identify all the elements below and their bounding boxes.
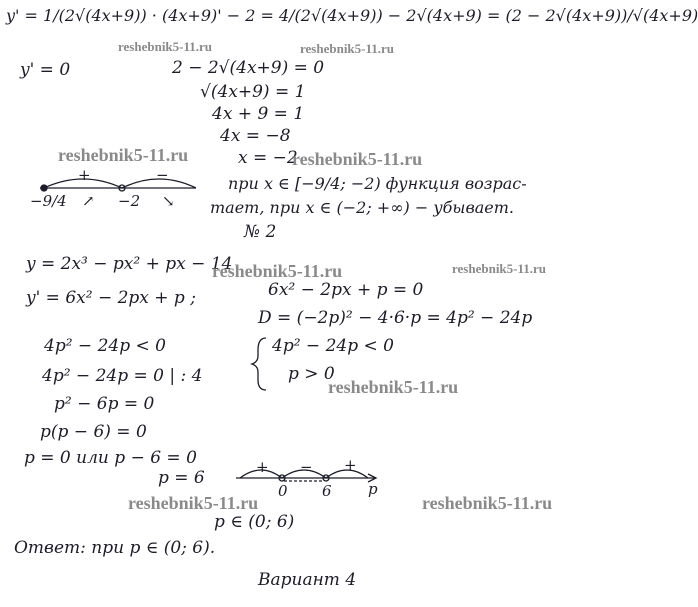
label-minus-nine-fourths: −9/4: [30, 192, 67, 210]
watermark: reshebnik5-11.ru: [452, 261, 547, 276]
label-six: 6: [322, 482, 332, 500]
equation-step-3: 4x + 9 = 1: [212, 104, 305, 124]
sign-minus-1: −: [156, 166, 169, 184]
arrow-increasing-icon: ↗: [82, 192, 95, 210]
sign-plus-right: +: [344, 456, 357, 474]
sign-plus-1: +: [78, 166, 91, 184]
quadratic-equation: 6x² − 2px + p = 0: [268, 280, 424, 300]
roots-line: p = 0 или p − 6 = 0: [24, 448, 197, 468]
equation-step-2: √(4x+9) = 1: [200, 82, 306, 102]
y-prime-zero: y' = 0: [20, 60, 71, 80]
equation-root: x = −2: [238, 148, 298, 168]
watermark: reshebnik5-11.ru: [422, 493, 553, 513]
arrow-decreasing-icon: ↘: [162, 192, 175, 210]
watermark: reshebnik5-11.ru: [328, 377, 459, 397]
watermark: reshebnik5-11.ru: [118, 39, 213, 54]
label-minus-two: −2: [118, 192, 141, 210]
sign-plus-left: +: [256, 458, 269, 476]
watermark: reshebnik5-11.ru: [300, 41, 395, 56]
watermark: reshebnik5-11.ru: [58, 145, 189, 165]
discriminant: D = (−2p)² − 4·6·p = 4p² − 24p: [258, 308, 533, 328]
conclusion-line-2: тает, при x ∈ (−2; +∞) − убывает.: [210, 198, 515, 217]
conclusion-line-1: при x ∈ [−9/4; −2) функция возрас-: [228, 174, 527, 193]
task-number: № 2: [244, 222, 277, 242]
variant-heading: Вариант 4: [258, 570, 357, 590]
equation-factored: p(p − 6) = 0: [40, 422, 147, 442]
label-p: p: [368, 480, 378, 498]
equation-divided: 4p² − 24p = 0 | : 4: [42, 366, 203, 386]
system-condition: p > 0: [288, 364, 335, 384]
system-inequality: 4p² − 24p < 0: [272, 336, 394, 356]
interval-answer: p ∈ (0; 6): [214, 512, 295, 532]
watermark: reshebnik5-11.ru: [128, 493, 259, 513]
equation-step-1: 2 − 2√(4x+9) = 0: [172, 58, 325, 78]
equation-step-4: 4x = −8: [220, 126, 291, 146]
derivative-p: y' = 6x² − 2px + p ;: [26, 288, 196, 308]
equation-simplified: p² − 6p = 0: [54, 394, 155, 414]
label-zero: 0: [278, 482, 288, 500]
root-six: p = 6: [158, 468, 205, 488]
watermark: reshebnik5-11.ru: [212, 261, 343, 281]
watermark: reshebnik5-11.ru: [292, 149, 423, 169]
derivative-line: y' = 1/(2√(4x+9)) · (4x+9)' − 2 = 4/(2√(4x+9)) − 2√(4x+9) = (2 − 2√(4x+9))/√(4x+9): [6, 6, 698, 25]
inequality-left: 4p² − 24p < 0: [44, 336, 166, 356]
final-answer: Ответ: при p ∈ (0; 6).: [14, 538, 216, 558]
sign-minus-mid: −: [300, 458, 313, 476]
function-definition: y = 2x³ − px² + px − 14: [26, 254, 233, 274]
